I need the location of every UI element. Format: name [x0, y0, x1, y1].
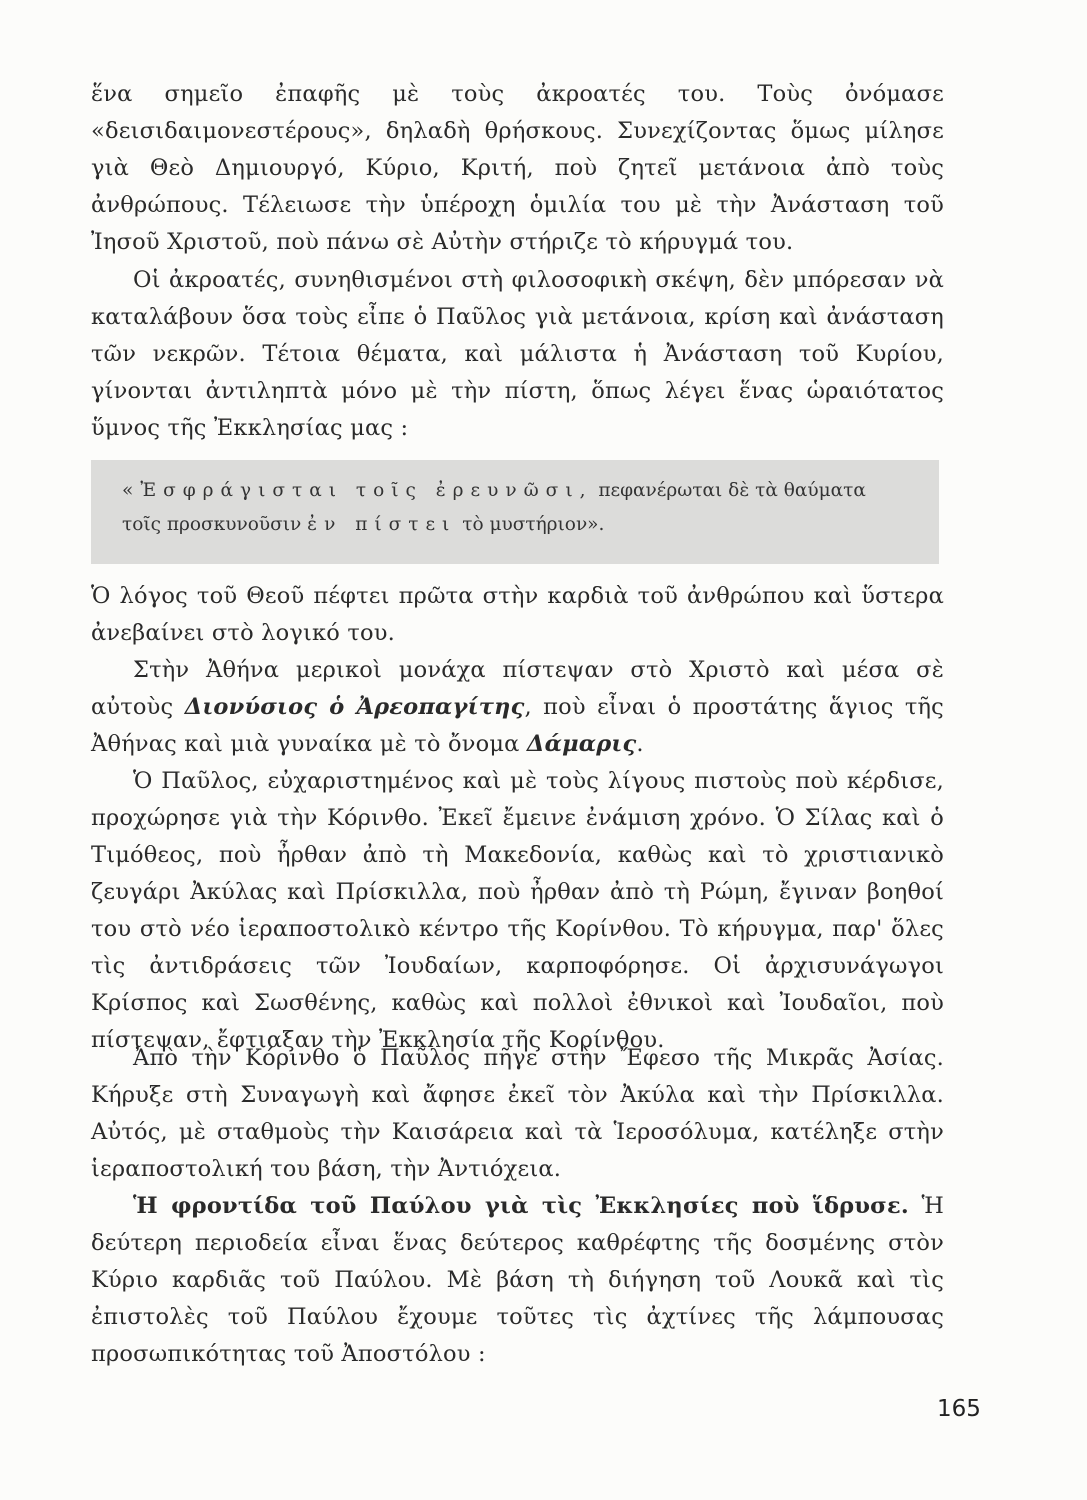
name-dionysius: Διονύσιος ὁ Ἀρεοπαγίτης: [184, 694, 525, 720]
hymn-quote-line-2: [122, 508, 922, 542]
paragraph-corinth: Ὁ Παῦλος, εὐχαριστημένος καὶ μὲ τοὺς λίγους πιστοὺς ποὺ κέρδισε, προχώρησε γιὰ τὴν Κόρινθο. Ἐκεῖ ἔμεινε ἐνάμιση χρόνο. Ὁ Σίλας καὶ ὁ Τιμόθεος, ποὺ ἦρθαν ἀπὸ τὴ Μακεδονία, καθὼς καὶ τὸ χριστιανικὸ ζευγάρι Ἀκύλας καὶ Πρίσκιλλα, ποὺ ἦρθαν ἀπὸ τὴ Ρώμη, ἔγιναν βοηθοί του στὸ νέο ἱεραποστολικὸ κέντρο τῆς Κορίνθου. Τὸ κήρυγμα, παρ' ὅλες τὶς ἀντιδράσεις τῶν Ἰουδαίων, καρποφόρησε. Οἱ ἀρχισυνάγωγοι Κρίσπος καὶ Σωσθένης, καθὼς καὶ πολλοὶ ἐθνικοὶ καὶ Ἰουδαῖοι, ποὺ πίστεψαν, ἔφτιαξαν τὴν Ἐκκλησία τῆς Κορίνθου.: [91, 768, 944, 1053]
paragraph-athens-believers: [91, 652, 944, 763]
hymn-quote-spaced-2: ἐν πίστει: [307, 514, 457, 535]
section-heading-care: Ἡ φροντίδα τοῦ Παύλου γιὰ τὶς Ἐκκλησίες ποὺ ἵδρυσε.: [133, 1193, 909, 1219]
paragraph-word-of-god: Ὁ λόγος τοῦ Θεοῦ πέφτει πρῶτα στὴν καρδιὰ τοῦ ἀνθρώπου καὶ ὕστερα ἀνεβαίνει στὸ λογικό του.: [91, 583, 944, 646]
hymn-quote: [122, 474, 922, 542]
care-text: Ἡ δεύτερη περιοδεία εἶναι ἕνας δεύτερος καθρέφτης τῆς δοσμένης στὸν Κύριο καρδιᾶς τοῦ Παύλου. Μὲ βάση τὴ διήγηση τοῦ Λουκᾶ καὶ τὶς ἐπιστολὲς τοῦ Παύλου ἔχουμε τοῦτες τὶς ἀχτίνες τῆς λάμπουσας προσωπικότητας τοῦ Ἀποστόλου :: [91, 1193, 944, 1367]
paragraph-care-for-churches: [91, 1188, 944, 1373]
paragraph-areopagus-speech: ἕνα σημεῖο ἐπαφῆς μὲ τοὺς ἀκροατές του. Τοὺς ὀνόμασε «δεισιδαιμονεστέρους», δηλαδὴ θρήσκους. Συνεχίζοντας ὅμως μίλησε γιὰ Θεὸ Δημιουργό, Κύριο, Κριτή, ποὺ ζητεῖ μετάνοια ἀπὸ τοὺς ἀνθρώπους. Τέλειωσε τὴν ὑπέροχη ὁμιλία του μὲ τὴν Ἀνάσταση τοῦ Ἰησοῦ Χριστοῦ, ποὺ πάνω σὲ Αὐτὴν στήριζε τὸ κήρυγμά του.: [91, 81, 944, 255]
paragraph-ephesus: Ἀπὸ τὴν Κόρινθο ὁ Παῦλος πῆγε στὴν Ἔφεσο τῆς Μικρᾶς Ἀσίας. Κήρυξε στὴ Συναγωγὴ καὶ ἄφησε ἐκεῖ τὸν Ἀκύλα καὶ τὴν Πρίσκιλλα. Αὐτός, μὲ σταθμοὺς τὴν Καισάρεια καὶ τὰ Ἱεροσόλυμα, κατέληξε στὴν ἱεραποστολική του βάση, τὴν Ἀντιόχεια.: [91, 1045, 944, 1182]
hymn-quote-box: [91, 460, 939, 564]
athens-text-c: .: [636, 731, 644, 757]
athens-text-b: , ποὺ εἶναι ὁ προστάτης ἅγιος τῆς Ἀθήνας καὶ μιὰ γυναίκα μὲ τὸ ὄνομα: [91, 694, 944, 757]
hymn-quote-line-1: [122, 474, 922, 508]
hymn-quote-end-2: τὸ μυστήριον».: [462, 514, 605, 535]
athens-text-a: Στὴν Ἀθήνα μερικοὶ μονάχα πίστεψαν στὸ Χριστὸ καὶ μέσα σὲ αὐτοὺς: [91, 657, 944, 720]
name-damaris: Δάμαρις: [526, 731, 637, 757]
hymn-quote-start-2: τοῖς προσκυνοῦσιν: [122, 514, 302, 535]
hymn-quote-spaced-1: «Ἐσφράγισται τοῖς ἐρευνῶσι,: [122, 480, 593, 501]
paragraph-listeners: Οἱ ἀκροατές, συνηθισμένοι στὴ φιλοσοφικὴ σκέψη, δὲν μπόρεσαν νὰ καταλάβουν ὅσα τοὺς εἶπε ὁ Παῦλος γιὰ μετάνοια, κρίση καὶ ἀνάσταση τῶν νεκρῶν. Τέτοια θέματα, καὶ μάλιστα ἡ Ἀνάσταση τοῦ Κυρίου, γίνονται ἀντιληπτὰ μόνο μὲ τὴν πίστη, ὅπως λέγει ἕνας ὡραιότατος ὕμνος τῆς Ἐκκλησίας μας :: [91, 267, 944, 441]
hymn-quote-rest-1: πεφανέρωται δὲ τὰ θαύματα: [598, 480, 866, 501]
page-number: 165: [937, 1396, 981, 1422]
